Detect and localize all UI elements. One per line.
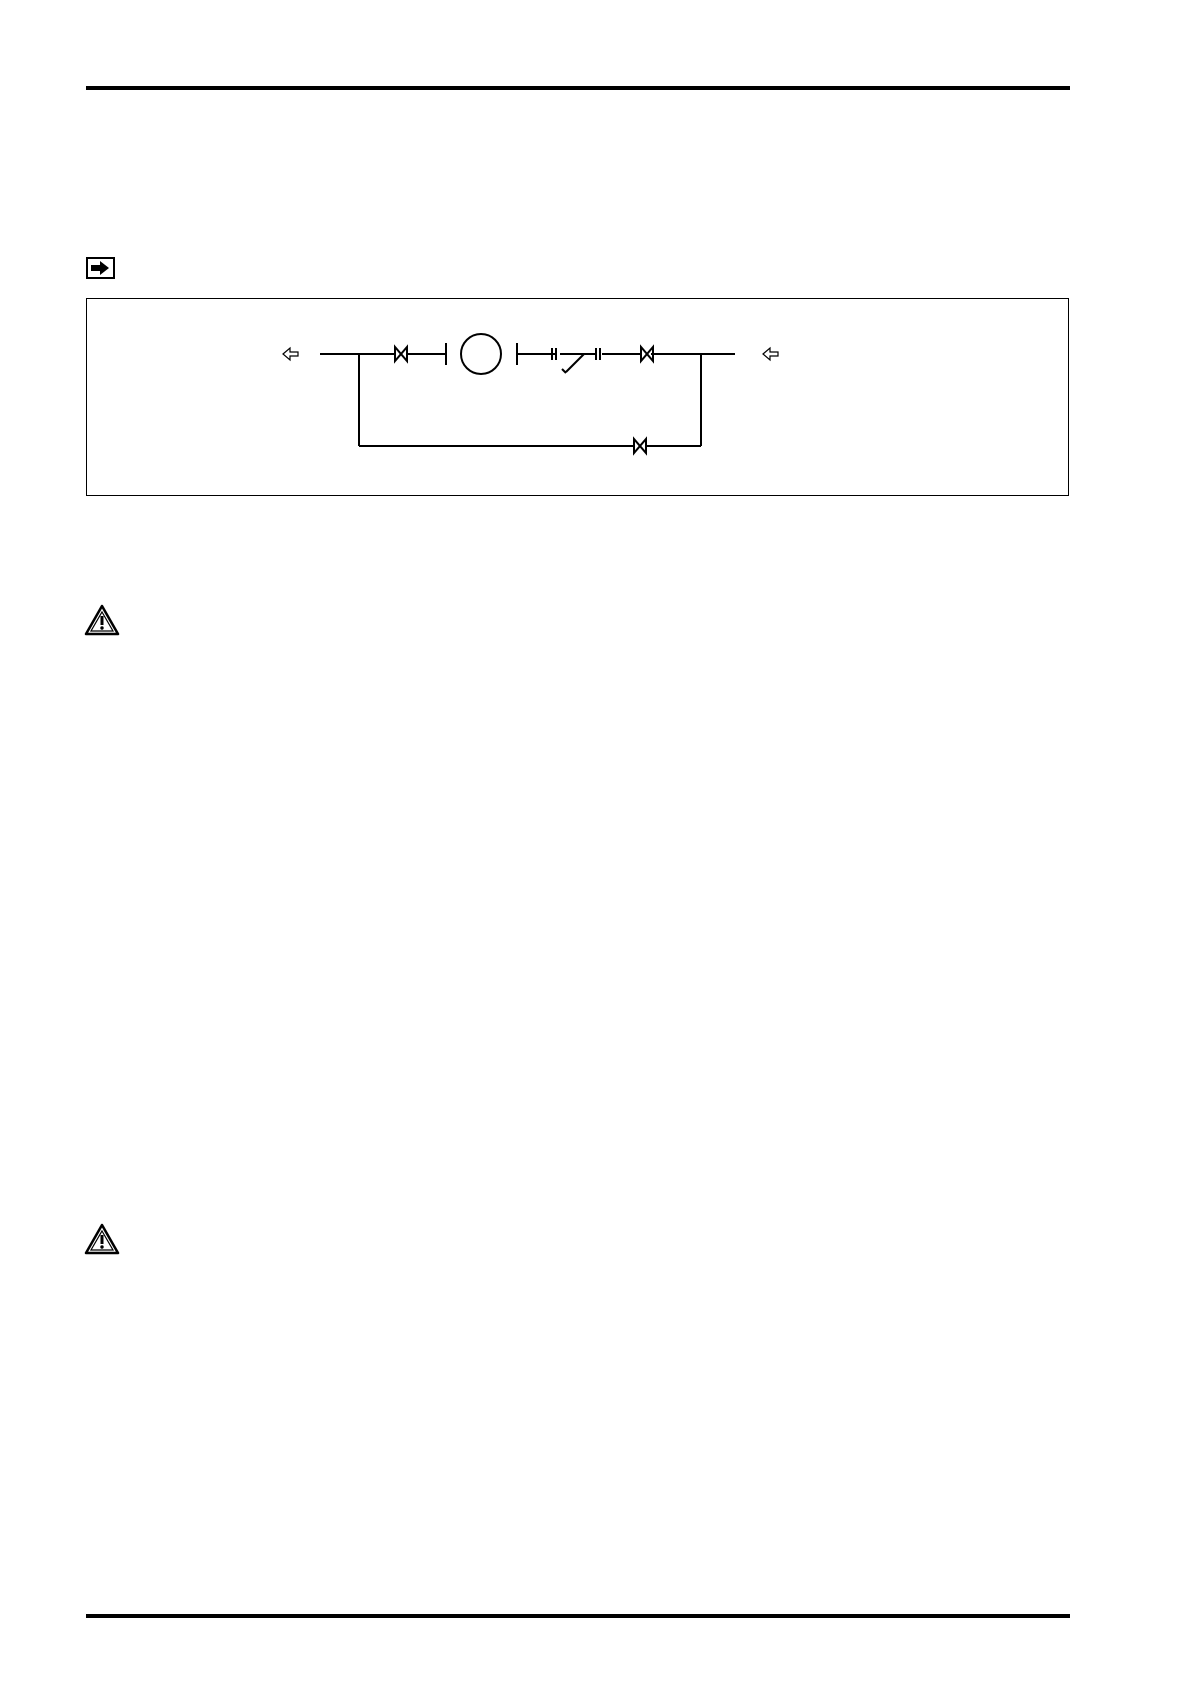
pump-icon xyxy=(446,334,517,374)
footer-rule xyxy=(86,1614,1070,1618)
flow-arrow-out-icon xyxy=(763,348,778,360)
isolation-valve-icon xyxy=(395,347,407,361)
piping-diagram xyxy=(87,299,1070,497)
bypass-pipe-line xyxy=(359,354,701,446)
arrow-right-note-icon xyxy=(86,257,115,279)
flexible-joint-icon xyxy=(552,348,600,373)
piping-diagram-frame xyxy=(86,298,1069,496)
header-rule xyxy=(86,86,1070,90)
warning-triangle-icon xyxy=(84,1223,120,1255)
bypass-valve-icon xyxy=(634,439,646,453)
warning-triangle-icon xyxy=(84,604,120,636)
flow-arrow-in-icon xyxy=(283,348,298,360)
